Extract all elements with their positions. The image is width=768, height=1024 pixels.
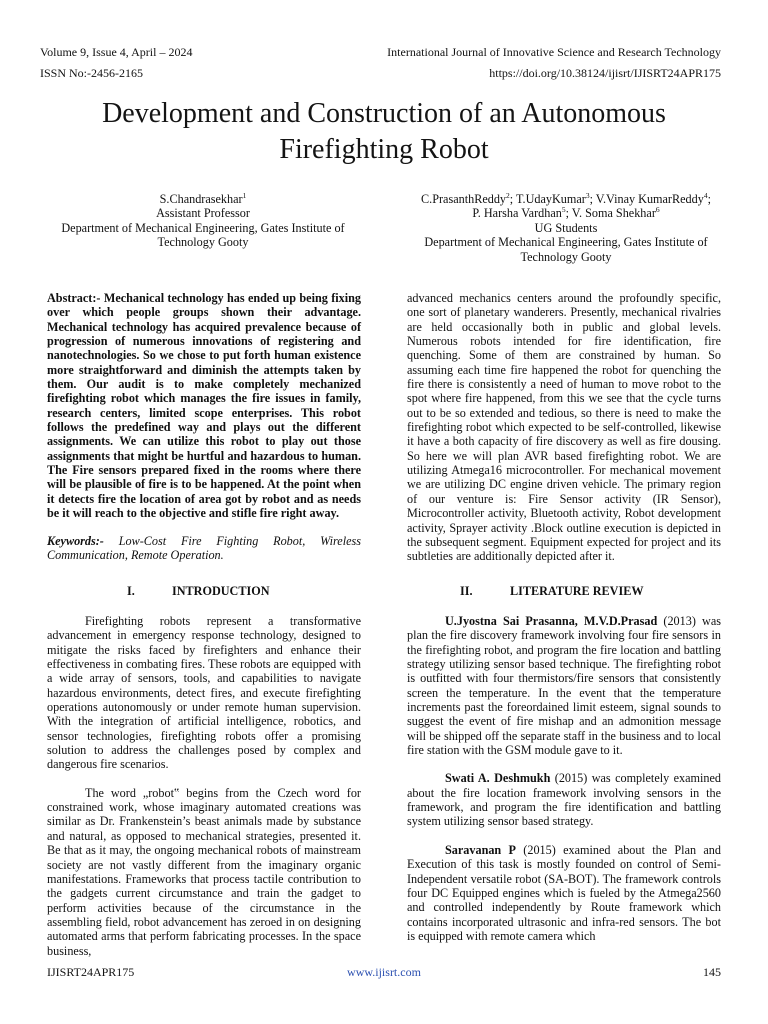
author-sup: 2: [506, 190, 510, 200]
introduction-body: [47, 614, 361, 958]
footer-paper-id: IJISRT24APR175: [47, 965, 135, 979]
review-2: [407, 771, 721, 828]
author-sup: 3: [585, 190, 590, 200]
intro-continued: advanced mechanics centers around the profoundly specific, one sort of planetary wanderers. Presently, mechanical rivalries are held occasionally both in public and global levels. Numerous robots intended for fire identification, fire quenching. Some of them are constrained by human. So assuming each time fire happened the robot for quenching the fire there is consistently a need of human to move robot to the spot where fire happened, from this we see that the cycle turns out to be so extended and tedious, so there is need to make the firefighting robot which expected to be self-controlled, likewise it have a both capacity of fire discovery as well as fire dousing. So here we will plan AVR based firefighting robot. We are utilizing Atmega16 microcontroller. For mechanical movement we are utilizing DC engine driven vehicle. The primary region of our venture is: Fire Sensor activity (IR Sensor), Microcontroller activity, Bluetooth activity, Robot development activity, Sprayer activity .Block outline execution is depicted in the subsequent segment. Equipment expected for project and its subtleties are additionally depicted after it.: [407, 291, 721, 564]
journal-name: International Journal of Innovative Science and Research Technology: [387, 45, 721, 59]
keywords: [47, 534, 361, 563]
section-title: INTRODUCTION: [172, 584, 270, 598]
author-sup: 1: [242, 190, 247, 200]
doi-link[interactable]: https://doi.org/10.38124/ijisrt/IJISRT24APR175: [489, 66, 721, 80]
author-name: C.PrasanthReddy: [421, 192, 507, 206]
review-3: [407, 843, 721, 943]
section-number: II.: [460, 584, 473, 598]
author-sup: 6: [655, 205, 660, 215]
review-text: (2013) was plan the fire discovery framework involving four fire sensors in the firefighting robot, and program the fire location and battling strategy utilizing sensor based technique. The firefighting robot is outfitted with four thermistors/fire sensors that consistently screen the temperature. In the event that the temperature increments past the foreordained limit esteem, signal sounds to suggest the event of fire mishap and an admonition message will be shipped off the separate staff in the business and to local fire station with the GSM module gave to it.: [407, 614, 722, 758]
author-name: ; V. Soma Shekhar: [565, 206, 656, 221]
review-1: [407, 614, 721, 757]
author-dept-line-2: Technology Gooty: [157, 235, 249, 250]
keywords-label: Keywords:-: [47, 533, 104, 548]
review-text: (2015) was completely examined about the fire location framework involving sensors in the framework, and program the fire identification and battling system utilizing sensor based strategy.: [407, 771, 722, 829]
author-name: P. Harsha Vardhan: [472, 206, 562, 221]
intro-paragraph-1: Firefighting robots represent a transformative advancement in emergency response technology, designed to mitigate the risks faced by firefighters and enhance their effectiveness in combating fires. These robots are equipped with a wide array of sensors, tools, and capabilities to navigate hazardous environments, detect fires, and execute firefighting operations autonomously or under remote human supervision. With the integration of artificial intelligence, robotics, and sensor technologies, firefighting robots offer a promising solution to address the challenges posed by complex and dangerous fire scenarios.: [47, 614, 361, 772]
review-author: Swati A. Deshmukh: [445, 771, 551, 786]
section-title: LITERATURE REVIEW: [510, 584, 644, 598]
section-heading-literature: [407, 584, 721, 600]
keywords-text: Low-Cost Fire Fighting Robot, Wireless Communication, Remote Operation.: [47, 533, 361, 562]
footer-website-link[interactable]: www.ijisrt.com: [347, 965, 421, 979]
paper-title: [40, 96, 728, 168]
volume-info: Volume 9, Issue 4, April – 2024: [40, 45, 193, 59]
abstract: Abstract:- Mechanical technology has ended up being fixing over which people groups shown their advantage. Mechanical technology has acquired prevalence because of progression of numerous innovations of registering and nanotechnologies. So we chose to put forth human existence more straightforward and diminish the attempts taken by them. Our audit is to make completely mechanized firefighting robot which manages the fire issues in family, research centers, limited scope enterprises. This robot follows the predefined way and plays out the different assignments. We can utilize this robot to play out those assignments that might be hurtful and hazardous to human. The Fire sensors prepared fixed in the rooms where there will be plausible of fire is to be happened. At the point when it detects fire the location of area got by robot and as needs be it will reach to the objective and stifle fire right away.: [47, 291, 361, 521]
author-name: ; T.UdayKumar: [509, 192, 586, 206]
author-name: ; V.Vinay KumarReddy: [589, 192, 704, 206]
author-role: UG Students: [534, 220, 598, 235]
right-column-intro: [407, 291, 721, 564]
title-line-2: Firefighting Robot: [279, 134, 489, 165]
intro-paragraph-2: The word „robot‟ begins from the Czech word for constrained work, whose imaginary automated creations was similar as Dr. Frankenstein’s beast animals made by substance and natural, as opposed to mechanical strategies, presented it. Be that as it may, the ongoing mechanical robots of mainstream society are not vastly different from the imaginary organic manifestations. Frameworks that process tactile contribution to the gadgets current circumstance and train the gadget to perform activities because of the circumstance in the assembling field, robot advancement has zeroed in on designing automated arms that perform fabricating processes. In the space business,: [47, 785, 361, 958]
authors-right: [398, 192, 734, 264]
issn: ISSN No:-2456-2165: [40, 66, 144, 80]
review-text: (2015) examined about the Plan and Execution of this task is mostly founded on control of Semi-Independent versatile robot (SA-BOT). The framework controls four DC Equipped engines which is fueled by the Atmega2560 and controlled independently by Route framework which contains incorporated ultrasonic and infra-red sensors. The bot is equipped with remote camera which: [407, 842, 721, 943]
authors-left: [40, 192, 366, 250]
author-sup: 4: [703, 190, 708, 200]
section-heading-introduction: [47, 584, 361, 600]
author-name: S.Chandrasekhar: [159, 192, 243, 206]
review-author: U.Jyostna Sai Prasanna, M.V.D.Prasad: [445, 614, 658, 628]
author-separator: ;: [707, 192, 711, 206]
author-dept-line-2: Technology Gooty: [520, 249, 612, 264]
literature-body: [407, 614, 721, 943]
title-line-1: Development and Construction of an Autonomous: [102, 98, 666, 129]
author-role: Assistant Professor: [156, 206, 250, 221]
author-dept-line-1: Department of Mechanical Engineering, Gates Institute of: [61, 220, 345, 235]
author-sup: 5: [561, 205, 566, 215]
review-author: Saravanan P: [445, 842, 516, 857]
page-number: 145: [703, 965, 721, 979]
left-column: [47, 291, 361, 562]
author-dept-line-1: Department of Mechanical Engineering, Gates Institute of: [424, 235, 708, 250]
section-number: I.: [127, 584, 135, 598]
